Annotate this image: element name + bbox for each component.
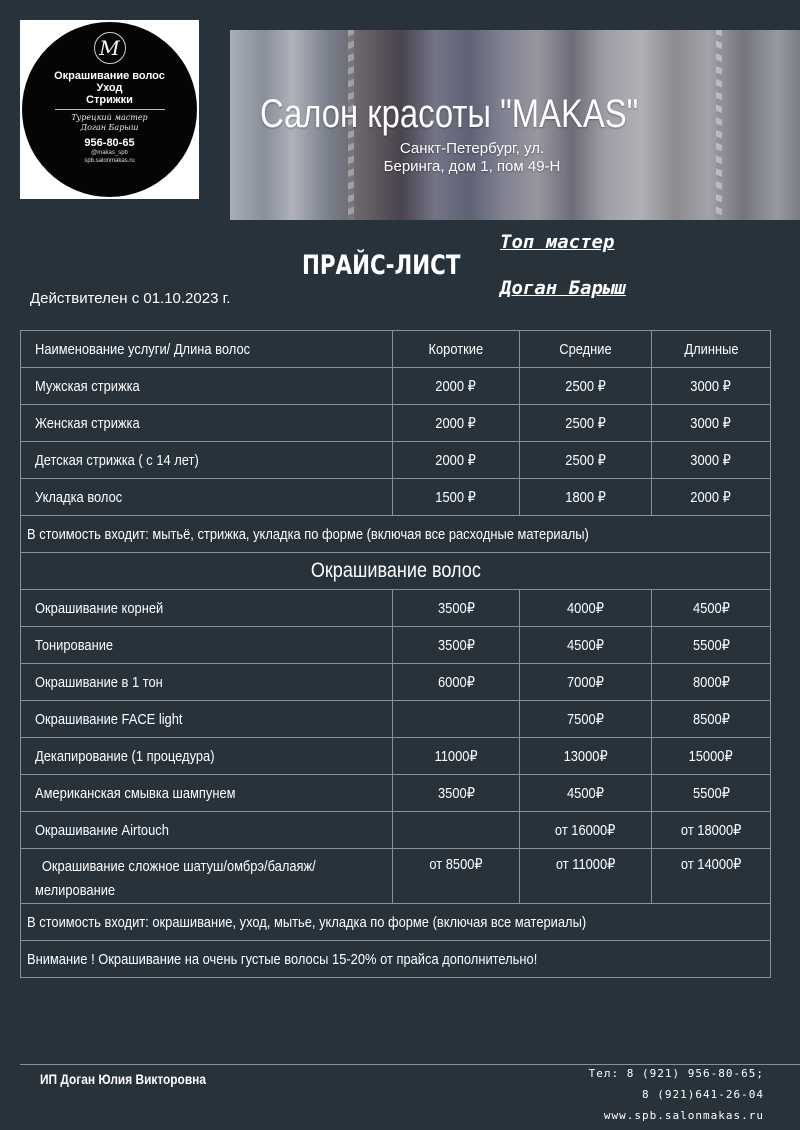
logo-phone: 956-80-65 <box>84 137 135 149</box>
logo-divider <box>55 109 165 110</box>
top-master-label: Топ мастер <box>500 231 615 253</box>
service-name: Детская стрижка ( с 14 лет) <box>21 442 393 479</box>
table-header-row <box>21 331 771 368</box>
price-long: от 18000₽ <box>652 812 771 849</box>
logo-master-line-1: Турецкий мастер <box>71 113 148 122</box>
price-long: 3000 ₽ <box>652 442 771 479</box>
table-row <box>21 701 771 738</box>
price-medium: от 11000₽ <box>520 849 652 904</box>
table-row <box>21 405 771 442</box>
price-short: 3500₽ <box>393 775 520 812</box>
table-row <box>21 664 771 701</box>
service-name: Мужская стрижка <box>21 368 393 405</box>
logo-circle <box>22 22 197 197</box>
table-row <box>21 590 771 627</box>
logo <box>20 20 199 199</box>
service-name: Окрашивание Airtouch <box>21 812 393 849</box>
warning-note-row <box>21 941 771 978</box>
table-row <box>21 479 771 516</box>
top-master-name: Доган Барыш <box>500 277 626 299</box>
logo-line-3: Стрижки <box>86 94 133 106</box>
price-short <box>393 701 520 738</box>
haircut-note-row <box>21 516 771 553</box>
service-name: Укладка волос <box>21 479 393 516</box>
table-row <box>21 368 771 405</box>
price-medium: 2500 ₽ <box>520 368 652 405</box>
price-short: 1500 ₽ <box>393 479 520 516</box>
logo-line-2: Уход <box>96 82 123 94</box>
price-short: 3500₽ <box>393 590 520 627</box>
logo-site: spb.salonmakas.ru <box>84 158 135 164</box>
service-name: Американская смывка шампунем <box>21 775 393 812</box>
website-link[interactable]: www.spb.salonmakas.ru <box>603 1109 764 1122</box>
service-name: Окрашивание сложное шатуш/омбрэ/балаяж/ мелирование <box>21 849 393 904</box>
price-medium: 13000₽ <box>520 738 652 775</box>
salon-address <box>362 140 582 176</box>
address-line-2: Беринга, дом 1, пом 49-Н <box>383 158 561 175</box>
price-short <box>393 812 520 849</box>
price-long: 3000 ₽ <box>652 368 771 405</box>
price-list-title: ПРАЙС-ЛИСТ <box>302 250 461 281</box>
address-line-1: Санкт-Петербург, ул. <box>399 140 545 157</box>
coloring-section-title: Окрашивание волос <box>21 553 771 590</box>
price-long: 5500₽ <box>652 775 771 812</box>
service-name: Женская стрижка <box>21 405 393 442</box>
banner-braid-2 <box>716 30 722 220</box>
price-short: от 8500₽ <box>393 849 520 904</box>
service-name: Окрашивание корней <box>21 590 393 627</box>
price-medium: 4500₽ <box>520 775 652 812</box>
price-long: 3000 ₽ <box>652 405 771 442</box>
price-medium: 2500 ₽ <box>520 405 652 442</box>
coloring-note-row <box>21 904 771 941</box>
price-medium: 4500₽ <box>520 627 652 664</box>
valid-from: Действителен с 01.10.2023 г. <box>30 290 231 307</box>
logo-line-1: Окрашивание волос <box>54 70 165 82</box>
price-long: от 14000₽ <box>652 849 771 904</box>
salon-title: Салон красоты "MAKAS" <box>260 92 639 136</box>
coloring-section-row <box>21 553 771 590</box>
table-row <box>21 627 771 664</box>
table-row <box>21 775 771 812</box>
contacts <box>589 1063 764 1126</box>
logo-master-line-2: Доган Барыш <box>80 123 139 132</box>
price-table <box>20 330 771 978</box>
price-long: 2000 ₽ <box>652 479 771 516</box>
table-row <box>21 738 771 775</box>
warning-note: Внимание ! Окрашивание на очень густые волосы 15-20% от прайса дополнительно! <box>21 941 771 978</box>
price-short: 11000₽ <box>393 738 520 775</box>
phone-2: 8 (921)641-26-04 <box>642 1088 764 1101</box>
header-service: Наименование услуги/ Длина волос <box>21 331 393 368</box>
hair-banner <box>230 30 800 220</box>
phone-1: Тел: 8 (921) 956-80-65; <box>588 1067 764 1080</box>
table-row <box>21 849 771 904</box>
price-short: 2000 ₽ <box>393 368 520 405</box>
service-name: Тонирование <box>21 627 393 664</box>
price-long: 5500₽ <box>652 627 771 664</box>
price-short: 2000 ₽ <box>393 442 520 479</box>
price-long: 8000₽ <box>652 664 771 701</box>
service-name: Окрашивание FACE light <box>21 701 393 738</box>
price-long: 15000₽ <box>652 738 771 775</box>
table-row <box>21 812 771 849</box>
logo-monogram: M <box>94 32 126 64</box>
header-medium: Средние <box>520 331 652 368</box>
price-short: 2000 ₽ <box>393 405 520 442</box>
service-name: Окрашивание в 1 тон <box>21 664 393 701</box>
haircut-note: В стоимость входит: мытьё, стрижка, укладка по форме (включая все расходные материалы) <box>21 516 771 553</box>
price-medium: 2500 ₽ <box>520 442 652 479</box>
price-medium: от 16000₽ <box>520 812 652 849</box>
logo-social: @makas_spb <box>91 150 128 156</box>
price-short: 3500₽ <box>393 627 520 664</box>
table-row <box>21 442 771 479</box>
price-short: 6000₽ <box>393 664 520 701</box>
coloring-note: В стоимость входит: окрашивание, уход, мытье, укладка по форме (включая все материалы) <box>21 904 771 941</box>
price-medium: 7500₽ <box>520 701 652 738</box>
price-medium: 7000₽ <box>520 664 652 701</box>
header-long: Длинные <box>652 331 771 368</box>
price-medium: 1800 ₽ <box>520 479 652 516</box>
company-name: ИП Доган Юлия Викторовна <box>40 1071 206 1087</box>
price-medium: 4000₽ <box>520 590 652 627</box>
price-long: 8500₽ <box>652 701 771 738</box>
service-name: Декапирование (1 процедура) <box>21 738 393 775</box>
price-long: 4500₽ <box>652 590 771 627</box>
header-short: Короткие <box>393 331 520 368</box>
